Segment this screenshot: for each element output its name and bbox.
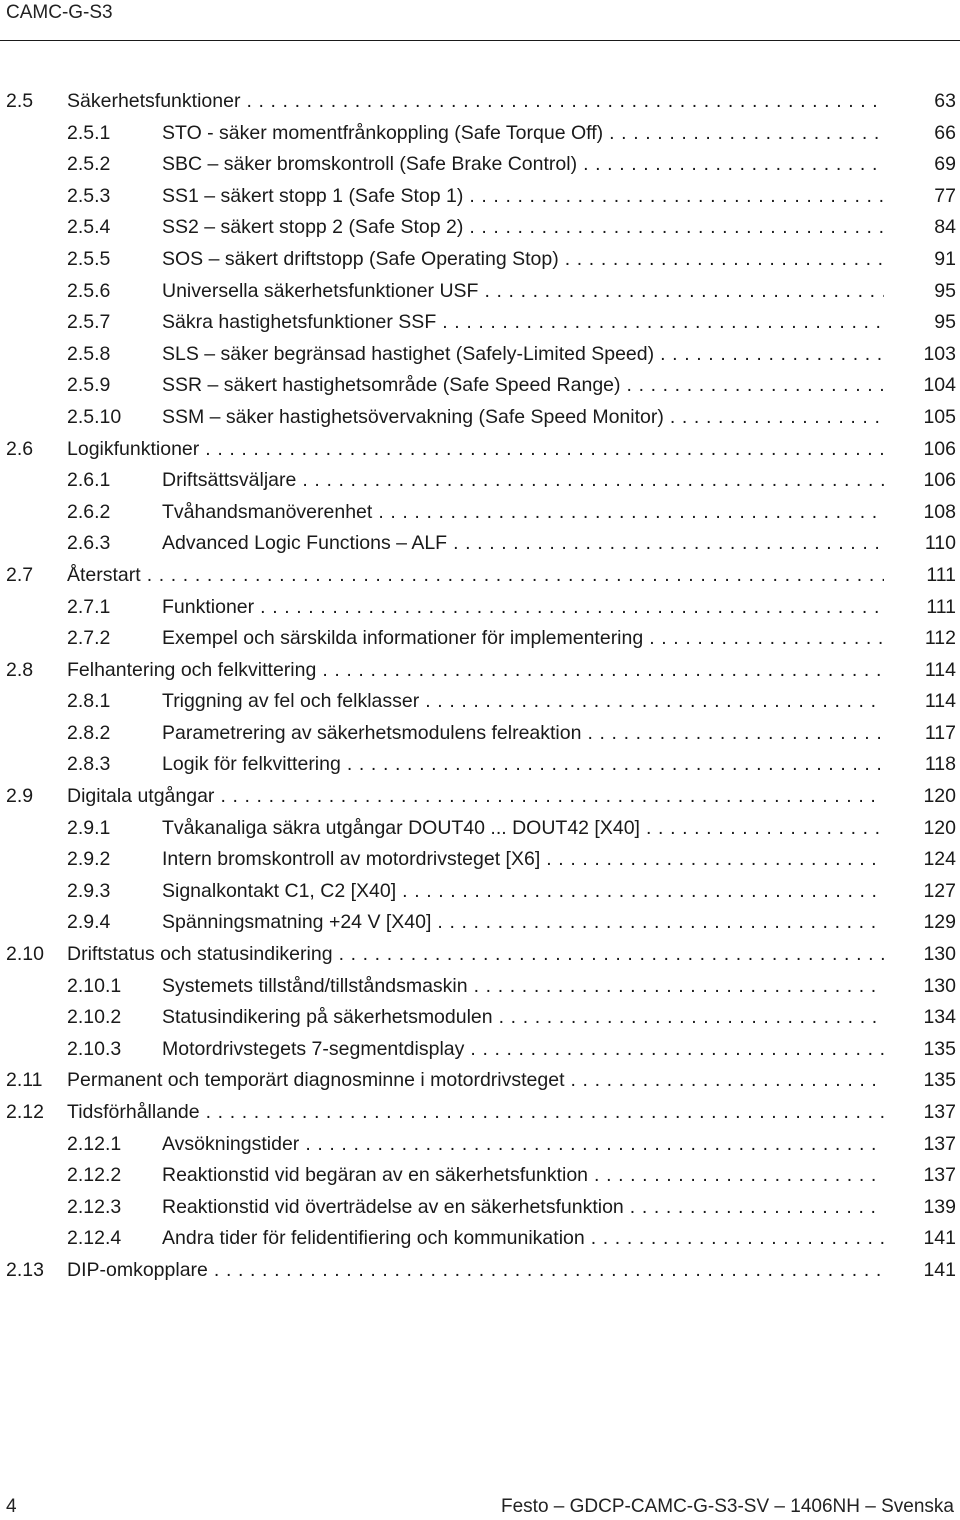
toc-entry-title: Driftsättsväljare . . . (162, 465, 884, 497)
toc-entry-page: 120 (923, 816, 956, 839)
toc-entry-number: 2.10.2 (67, 1006, 122, 1029)
toc-entry[interactable] (0, 1002, 960, 1034)
toc-entry-title: Triggning av fel och felklasser . . . (162, 686, 884, 718)
toc-entry-title: Logik för felkvittering . . . (162, 749, 884, 781)
toc-entry-title: Intern bromskontroll av motordrivsteget [X6] . . . (162, 844, 884, 876)
toc-entry[interactable] (0, 434, 960, 466)
toc-entry-title: Avsökningstider . . . (162, 1129, 884, 1161)
toc-entry-title: DIP-omkopplare . . . (67, 1255, 884, 1287)
toc-entry-page: 130 (923, 943, 956, 966)
toc-entry-title: Återstart . . . (67, 560, 884, 592)
footer-document-id: Festo – GDCP-CAMC-G-S3-SV – 1406NH – Svenska (501, 1496, 954, 1517)
toc-entry-page: 137 (923, 1132, 956, 1155)
toc-entry-page: 135 (923, 1037, 956, 1060)
toc-entry[interactable] (0, 1255, 960, 1287)
page-footer (0, 1496, 960, 1520)
toc-entry-number: 2.5.6 (67, 279, 111, 302)
toc-entry-number: 2.13 (6, 1258, 44, 1281)
toc-entry-title: Säkerhetsfunktioner . . . (67, 86, 884, 118)
toc-entry[interactable] (0, 497, 960, 529)
toc-entry-number: 2.7 (6, 563, 34, 586)
toc-entry-title: SS2 – säkert stopp 2 (Safe Stop 2) . . . (162, 212, 884, 244)
toc-entry-page: 141 (923, 1227, 956, 1250)
toc-entry-title: Driftstatus och statusindikering . . . (67, 939, 884, 971)
toc-entry-title: Logikfunktioner . . . (67, 434, 884, 466)
page-header-title: CAMC-G-S3 (6, 2, 113, 23)
toc-entry-page: 117 (924, 721, 956, 744)
toc-entry-title: Universella säkerhetsfunktioner USF . . . (162, 276, 884, 308)
toc-entry-number: 2.9 (6, 785, 34, 808)
toc-entry[interactable] (0, 276, 960, 308)
table-of-contents (0, 86, 960, 1287)
toc-entry-number: 2.6 (6, 437, 34, 460)
toc-entry[interactable] (0, 876, 960, 908)
toc-entry-title: Reaktionstid vid överträdelse av en säkerhetsfunktion . . . (162, 1192, 884, 1224)
toc-entry-title: Advanced Logic Functions – ALF . . . (162, 528, 884, 560)
toc-entry-number: 2.5.9 (67, 374, 111, 397)
toc-entry[interactable] (0, 86, 960, 118)
toc-entry[interactable] (0, 1034, 960, 1066)
toc-entry-number: 2.8.2 (67, 721, 111, 744)
toc-entry-title: Säkra hastighetsfunktioner SSF . . . (162, 307, 884, 339)
toc-entry[interactable] (0, 1192, 960, 1224)
toc-entry[interactable] (0, 592, 960, 624)
toc-entry[interactable] (0, 244, 960, 276)
toc-entry-title: SBC – säker bromskontroll (Safe Brake Control) . . . (162, 149, 884, 181)
toc-entry-page: 95 (934, 311, 956, 334)
toc-entry-number: 2.8.3 (67, 753, 111, 776)
toc-entry-page: 130 (923, 974, 956, 997)
toc-entry-page: 118 (924, 753, 956, 776)
toc-entry-number: 2.5.1 (67, 121, 111, 144)
toc-entry-page: 137 (923, 1101, 956, 1123)
toc-entry[interactable] (0, 1097, 960, 1129)
toc-entry-title: Systemets tillstånd/tillståndsmaskin . . . (162, 971, 884, 1003)
toc-entry-title: Exempel och särskilda informationer för implementering . . . (162, 623, 884, 655)
toc-entry-number: 2.5.7 (67, 311, 111, 334)
toc-entry[interactable] (0, 1223, 960, 1255)
header-divider (0, 40, 960, 41)
toc-entry-page: 139 (923, 1195, 956, 1218)
toc-entry-number: 2.9.4 (67, 911, 111, 934)
toc-entry-page: 141 (923, 1258, 956, 1281)
toc-entry-page: 106 (923, 437, 956, 460)
toc-entry-title: STO - säker momentfrånkoppling (Safe Torque Off) . . . (162, 118, 884, 150)
toc-entry[interactable] (0, 749, 960, 781)
toc-entry-number: 2.5.5 (67, 247, 111, 270)
toc-entry-number: 2.9.3 (67, 879, 111, 902)
toc-entry-page: 111 (926, 595, 956, 618)
toc-entry-number: 2.9.2 (67, 848, 111, 871)
toc-entry-number: 2.5 (6, 90, 34, 112)
toc-entry-title: Statusindikering på säkerhetsmodulen . . . (162, 1002, 884, 1034)
toc-entry-number: 2.7.2 (67, 627, 111, 650)
toc-entry-number: 2.11 (6, 1069, 43, 1092)
toc-entry-number: 2.12.3 (67, 1195, 122, 1218)
toc-entry-page: 120 (923, 785, 956, 808)
toc-entry[interactable] (0, 686, 960, 718)
toc-entry-page: 110 (924, 532, 956, 555)
toc-entry-title: Spänningsmatning +24 V [X40] . . . (162, 907, 884, 939)
toc-entry-page: 77 (934, 184, 956, 207)
toc-entry-title: Tvåkanaliga säkra utgångar DOUT40 ... DOUT42 [X40] . . . (162, 813, 884, 845)
toc-entry-page: 127 (923, 879, 956, 902)
toc-entry-number: 2.10 (6, 943, 44, 966)
toc-entry[interactable] (0, 402, 960, 434)
toc-entry-number: 2.8 (6, 658, 34, 681)
toc-entry-title: Tvåhandsmanöverenhet . . . (162, 497, 884, 529)
toc-entry[interactable] (0, 1160, 960, 1192)
toc-entry[interactable] (0, 560, 960, 592)
toc-entry[interactable] (0, 465, 960, 497)
toc-entry[interactable] (0, 118, 960, 150)
toc-entry-page: 103 (923, 342, 956, 365)
toc-entry-number: 2.6.3 (67, 532, 111, 555)
toc-entry-page: 95 (934, 279, 956, 302)
toc-entry-number: 2.7.1 (67, 595, 111, 618)
toc-entry-number: 2.5.2 (67, 153, 111, 176)
toc-entry-page: 63 (934, 90, 956, 112)
toc-entry-title: SSR – säkert hastighetsområde (Safe Speed Range) . . . (162, 370, 884, 402)
toc-entry[interactable] (0, 655, 960, 687)
toc-entry-page: 84 (934, 216, 956, 239)
toc-entry[interactable] (0, 939, 960, 971)
toc-entry-page: 106 (923, 469, 956, 492)
toc-entry-page: 134 (923, 1006, 956, 1029)
toc-entry-number: 2.6.2 (67, 500, 111, 523)
toc-entry-title: Felhantering och felkvittering . . . (67, 655, 884, 687)
toc-entry-number: 2.5.10 (67, 405, 122, 428)
toc-entry-page: 108 (923, 500, 956, 523)
toc-entry-title: SS1 – säkert stopp 1 (Safe Stop 1) . . . (162, 181, 884, 213)
toc-entry-number: 2.5.4 (67, 216, 111, 239)
toc-entry-page: 135 (923, 1069, 956, 1092)
toc-entry[interactable] (0, 528, 960, 560)
toc-entry-page: 69 (934, 153, 956, 176)
toc-entry-title: Andra tider för felidentifiering och kommunikation . . . (162, 1223, 884, 1255)
toc-entry[interactable] (0, 623, 960, 655)
toc-entry-page: 112 (924, 627, 956, 650)
toc-entry-number: 2.10.3 (67, 1037, 122, 1060)
toc-entry-title: Funktioner . . . (162, 592, 884, 624)
toc-entry-page: 105 (923, 405, 956, 428)
toc-entry-title: Parametrering av säkerhetsmodulens felreaktion . . . (162, 718, 884, 750)
toc-entry[interactable] (0, 813, 960, 845)
toc-entry-page: 129 (923, 911, 956, 934)
toc-entry-title: Digitala utgångar . . . (67, 781, 884, 813)
toc-entry-number: 2.12 (6, 1101, 44, 1123)
toc-entry[interactable] (0, 971, 960, 1003)
toc-entry-number: 2.12.2 (67, 1164, 122, 1187)
toc-entry-number: 2.8.1 (67, 690, 111, 713)
toc-entry[interactable] (0, 181, 960, 213)
toc-entry-page: 114 (924, 690, 956, 713)
toc-entry-title: Motordrivstegets 7-segmentdisplay . . . (162, 1034, 884, 1066)
toc-entry-page: 124 (923, 848, 956, 871)
toc-entry-title: SSM – säker hastighetsövervakning (Safe Speed Monitor) . . . (162, 402, 884, 434)
toc-entry-title: Tidsförhållande . . . (67, 1097, 884, 1129)
toc-entry[interactable] (0, 1065, 960, 1097)
toc-entry[interactable] (0, 307, 960, 339)
toc-entry-page: 91 (934, 247, 956, 270)
toc-entry-number: 2.6.1 (67, 469, 111, 492)
toc-entry-number: 2.12.1 (67, 1132, 122, 1155)
toc-entry-page: 137 (923, 1164, 956, 1187)
toc-entry-title: SLS – säker begränsad hastighet (Safely-Limited Speed) . . . (162, 339, 884, 371)
toc-entry[interactable] (0, 149, 960, 181)
footer-page-number: 4 (6, 1496, 17, 1517)
toc-entry-number: 2.5.8 (67, 342, 111, 365)
toc-entry[interactable] (0, 1129, 960, 1161)
toc-entry[interactable] (0, 718, 960, 750)
toc-entry-page: 111 (926, 563, 956, 586)
toc-entry-number: 2.10.1 (67, 974, 122, 997)
toc-entry[interactable] (0, 907, 960, 939)
toc-entry-page: 66 (934, 121, 956, 144)
toc-entry-page: 104 (923, 374, 956, 397)
toc-entry-title: Permanent och temporärt diagnosminne i motordrivsteget . . . (67, 1065, 884, 1097)
toc-entry[interactable] (0, 370, 960, 402)
toc-entry-number: 2.12.4 (67, 1227, 122, 1250)
toc-entry-page: 114 (924, 658, 956, 681)
toc-entry-number: 2.5.3 (67, 184, 111, 207)
toc-entry[interactable] (0, 339, 960, 371)
toc-entry-title: Signalkontakt C1, C2 [X40] . . . (162, 876, 884, 908)
toc-entry[interactable] (0, 844, 960, 876)
toc-entry[interactable] (0, 212, 960, 244)
toc-entry[interactable] (0, 781, 960, 813)
toc-entry-number: 2.9.1 (67, 816, 111, 839)
toc-entry-title: SOS – säkert driftstopp (Safe Operating Stop) . . . (162, 244, 884, 276)
toc-entry-title: Reaktionstid vid begäran av en säkerhetsfunktion . . . (162, 1160, 884, 1192)
